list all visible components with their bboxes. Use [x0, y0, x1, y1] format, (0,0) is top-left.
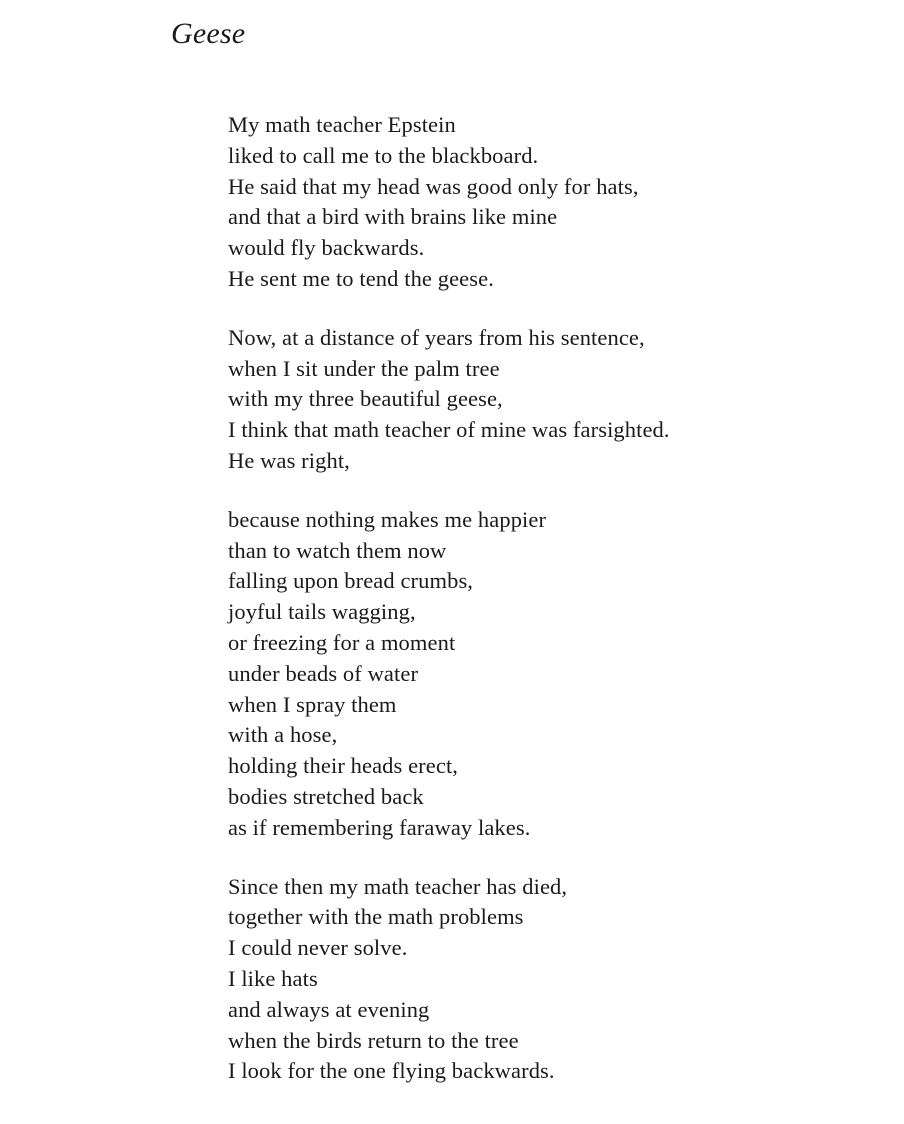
- poem-body: [228, 110, 868, 1115]
- poem-line: He said that my head was good only for hats,: [228, 173, 639, 199]
- poem-line: I could never solve.: [228, 935, 408, 961]
- stanza-3: [228, 505, 868, 844]
- poem-line: when the birds return to the tree: [228, 1027, 519, 1053]
- poem-line: when I sit under the palm tree: [228, 355, 500, 381]
- stanza-1: [228, 110, 868, 295]
- poem-line: He sent me to tend the geese.: [228, 265, 494, 291]
- poem-line: liked to call me to the blackboard.: [228, 142, 539, 168]
- poem-line: together with the math problems: [228, 904, 524, 930]
- poem-line: would fly backwards.: [228, 235, 425, 261]
- poem-line: Now, at a distance of years from his sentence,: [228, 324, 645, 350]
- poem-line: falling upon bread crumbs,: [228, 568, 474, 594]
- poem-line: as if remembering faraway lakes.: [228, 814, 531, 840]
- poem-line: when I spray them: [228, 691, 397, 717]
- poem-line: because nothing makes me happier: [228, 506, 547, 532]
- poem-line: under beads of water: [228, 660, 419, 686]
- poem-line: bodies stretched back: [228, 783, 424, 809]
- poem-line: than to watch them now: [228, 537, 447, 563]
- poem-title: Geese: [171, 17, 246, 50]
- poem-line: with a hose,: [228, 722, 338, 748]
- poem-line: Since then my math teacher has died,: [228, 873, 568, 899]
- poem-line: My math teacher Epstein: [228, 112, 456, 137]
- poem-line: with my three beautiful geese,: [228, 386, 503, 412]
- poem-line: I look for the one flying backwards.: [228, 1058, 555, 1084]
- stanza-4: [228, 872, 868, 1088]
- poem-line: and always at evening: [228, 996, 430, 1022]
- poem-line: He was right,: [228, 447, 350, 473]
- poem-line: I like hats: [228, 965, 318, 991]
- poem-line: or freezing for a moment: [228, 629, 456, 655]
- poem-line: holding their heads erect,: [228, 753, 459, 779]
- stanza-2: [228, 323, 868, 477]
- poem-line: I think that math teacher of mine was farsighted.: [228, 417, 670, 443]
- poem-line: and that a bird with brains like mine: [228, 204, 558, 230]
- poem-line: joyful tails wagging,: [228, 599, 416, 625]
